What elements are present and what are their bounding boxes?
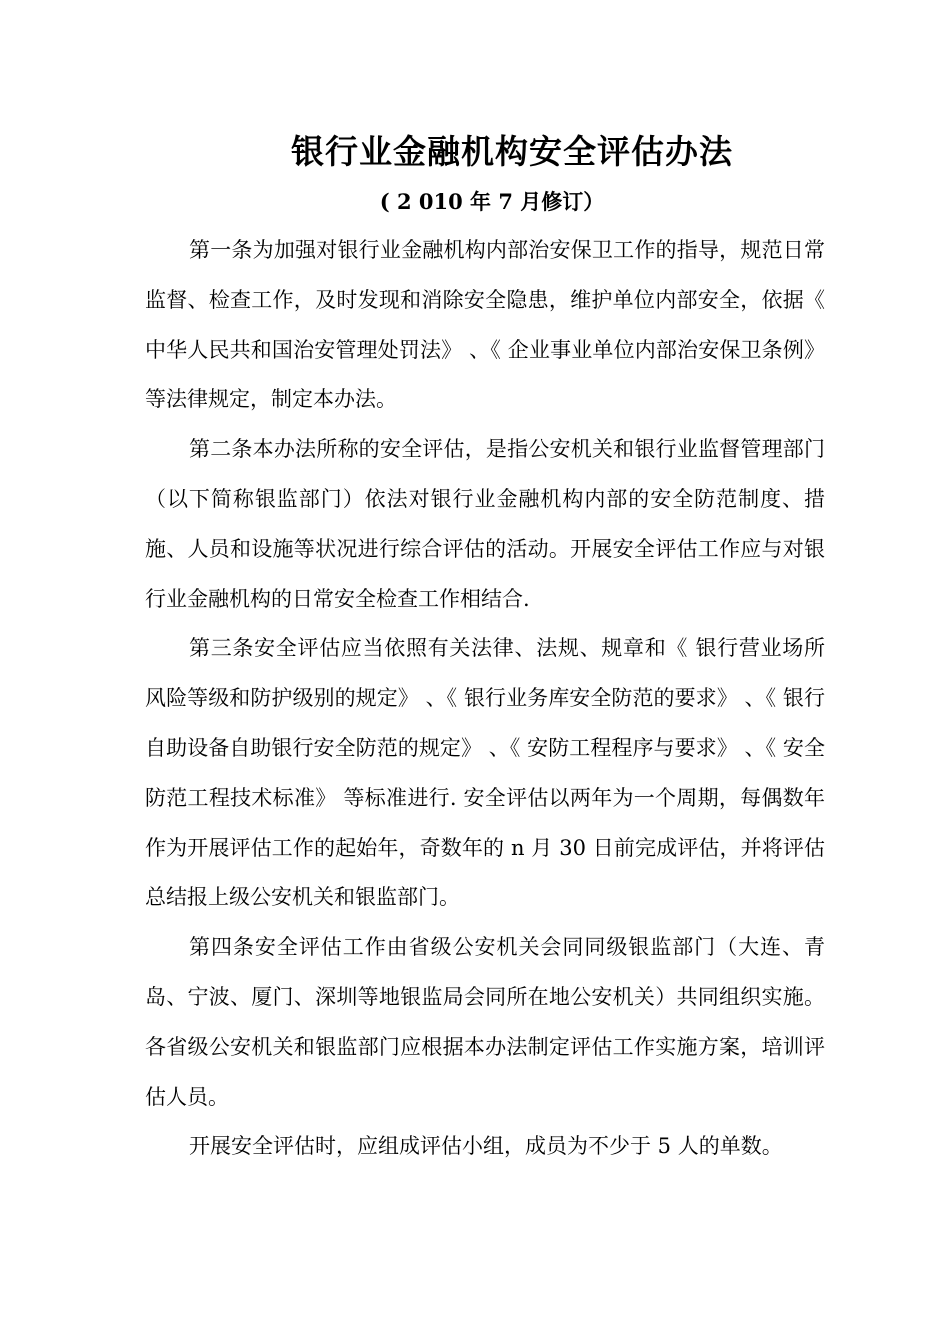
document-body: [145, 226, 825, 1172]
article-3-paragraph: 第三条安全评估应当依照有关法律、法规、规章和《 银行营业场所风险等级和防护级别的规定》 、《 银行业务库安全防范的要求》 、《 银行自助设备自助银行安全防范的规定》 、《 安防工程程序与要求》 、《 安全防范工程技术标准》 等标准进行. 安全评估以两年为一个周期，每偶数年作为开展评估工作的起始年，奇数年的 n 月 30 日前完成评估，并将评估总结报上级公安机关和银监部门。: [145, 636, 825, 910]
assessment-team-paragraph: 开展安全评估时，应组成评估小组，成员为不少于 5 人的单数。: [189, 1134, 783, 1159]
document-title: 银行业金融机构安全评估办法: [291, 132, 733, 171]
article-2-paragraph: 第二条本办法所称的安全评估，是指公安机关和银行业监督管理部门（以下简称银监部门）依法对银行业金融机构内部的安全防范制度、措施、人员和设施等状况进行综合评估的活动。开展安全评估工作应与对银行业金融机构的日常安全检查工作相结合.: [145, 437, 825, 611]
document-subtitle: ( 2 010 年 7 月修订）: [379, 189, 605, 214]
article-4-paragraph: 第四条安全评估工作由省级公安机关会同同级银监部门（大连、青岛、宁波、厦门、深圳等地银监局会同所在地公安机关）共同组织实施。各省级公安机关和银监部门应根据本办法制定评估工作实施方案，培训评估人员。: [145, 935, 825, 1109]
article-1-paragraph: 第一条为加强对银行业金融机构内部治安保卫工作的指导，规范日常监督、检查工作，及时发现和消除安全隐患，维护单位内部安全，依据《 中华人民共和国治安管理处罚法》 、《 企业事业单位内部治安保卫条例》 等法律规定，制定本办法。: [145, 238, 825, 412]
